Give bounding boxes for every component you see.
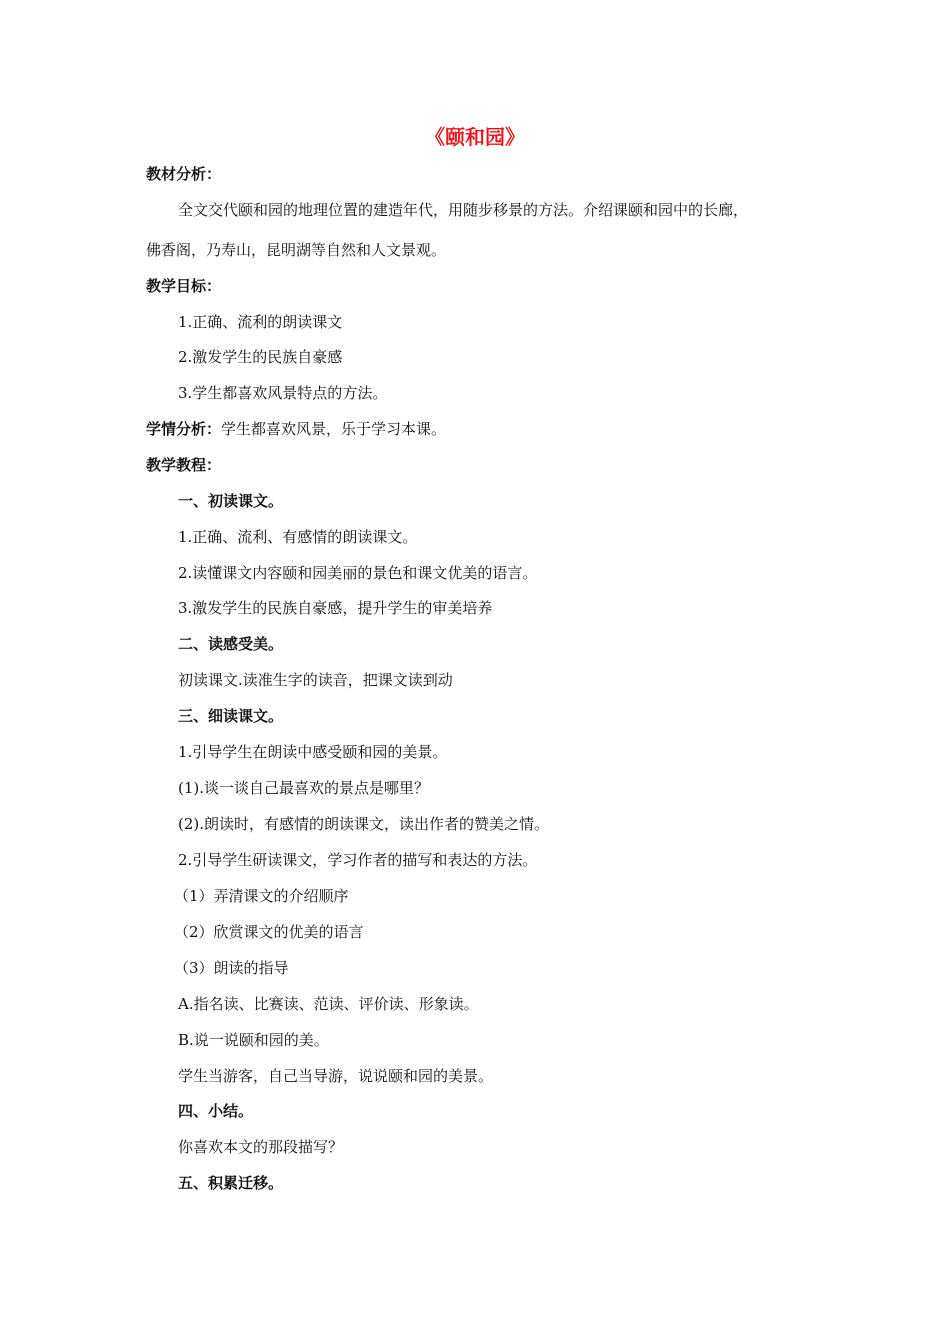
section-4-heading: 四、小结。 <box>178 1102 254 1120</box>
goal-item-3: 3.学生都喜欢风景特点的方法。 <box>178 384 388 402</box>
section-1-item-2: 2.读懂课文内容颐和园美丽的景色和课文优美的语言。 <box>178 564 538 582</box>
section-3-item-6: （2）欣赏课文的优美的语言 <box>174 923 364 941</box>
situation-heading: 学情分析： <box>146 420 222 438</box>
section-3-heading: 三、细读课文。 <box>178 707 284 725</box>
analysis-heading: 教材分析： <box>146 165 222 183</box>
section-3-item-4: 2.引导学生研读课文，学习作者的描写和表达的方法。 <box>178 851 538 869</box>
section-1-item-3: 3.激发学生的民族自豪感，提升学生的审美培养 <box>178 599 493 617</box>
section-2-heading: 二、读感受美。 <box>178 635 284 653</box>
situation-line <box>146 418 446 440</box>
section-5-heading: 五、积累迁移。 <box>178 1174 284 1192</box>
section-1-item-1: 1.正确、流利、有感情的朗读课文。 <box>178 528 418 546</box>
section-4-text: 你喜欢本文的那段描写？ <box>178 1138 344 1156</box>
goal-item-2: 2.激发学生的民族自豪感 <box>178 348 343 366</box>
section-3-item-5: （1）弄清课文的介绍顺序 <box>174 887 349 905</box>
analysis-paragraph-line-1: 全文交代颐和园的地理位置的建造年代，用随步移景的方法。介绍课颐和园中的长廊， <box>178 201 749 219</box>
section-3-item-1: 1.引导学生在朗读中感受颐和园的美景。 <box>178 743 448 761</box>
goal-item-1: 1.正确、流利的朗读课文 <box>178 313 343 331</box>
section-1-heading: 一、初读课文。 <box>178 492 284 510</box>
section-3-item-7: （3）朗读的指导 <box>174 959 289 977</box>
section-3-item-2: (1).谈一谈自己最喜欢的景点是哪里？ <box>178 779 430 797</box>
process-heading: 教学教程： <box>146 456 222 474</box>
goals-heading: 教学目标： <box>146 277 222 295</box>
document-title: 《颐和园》 <box>425 125 525 149</box>
section-3-item-8: A.指名读、比赛读、范读、评价读、形象读。 <box>178 995 479 1013</box>
section-3-item-3: (2).朗读时，有感情的朗读课文，读出作者的赞美之情。 <box>178 815 550 833</box>
analysis-paragraph-line-2: 佛香阁，乃寿山，昆明湖等自然和人文景观。 <box>146 241 447 259</box>
section-3-item-10: 学生当游客，自己当导游，说说颐和园的美景。 <box>178 1067 494 1085</box>
situation-text: 学生都喜欢风景，乐于学习本课。 <box>221 420 447 438</box>
section-3-item-9: B.说一说颐和园的美。 <box>178 1031 329 1049</box>
section-2-text: 初读课文.读准生字的读音，把课文读到动 <box>178 671 453 689</box>
